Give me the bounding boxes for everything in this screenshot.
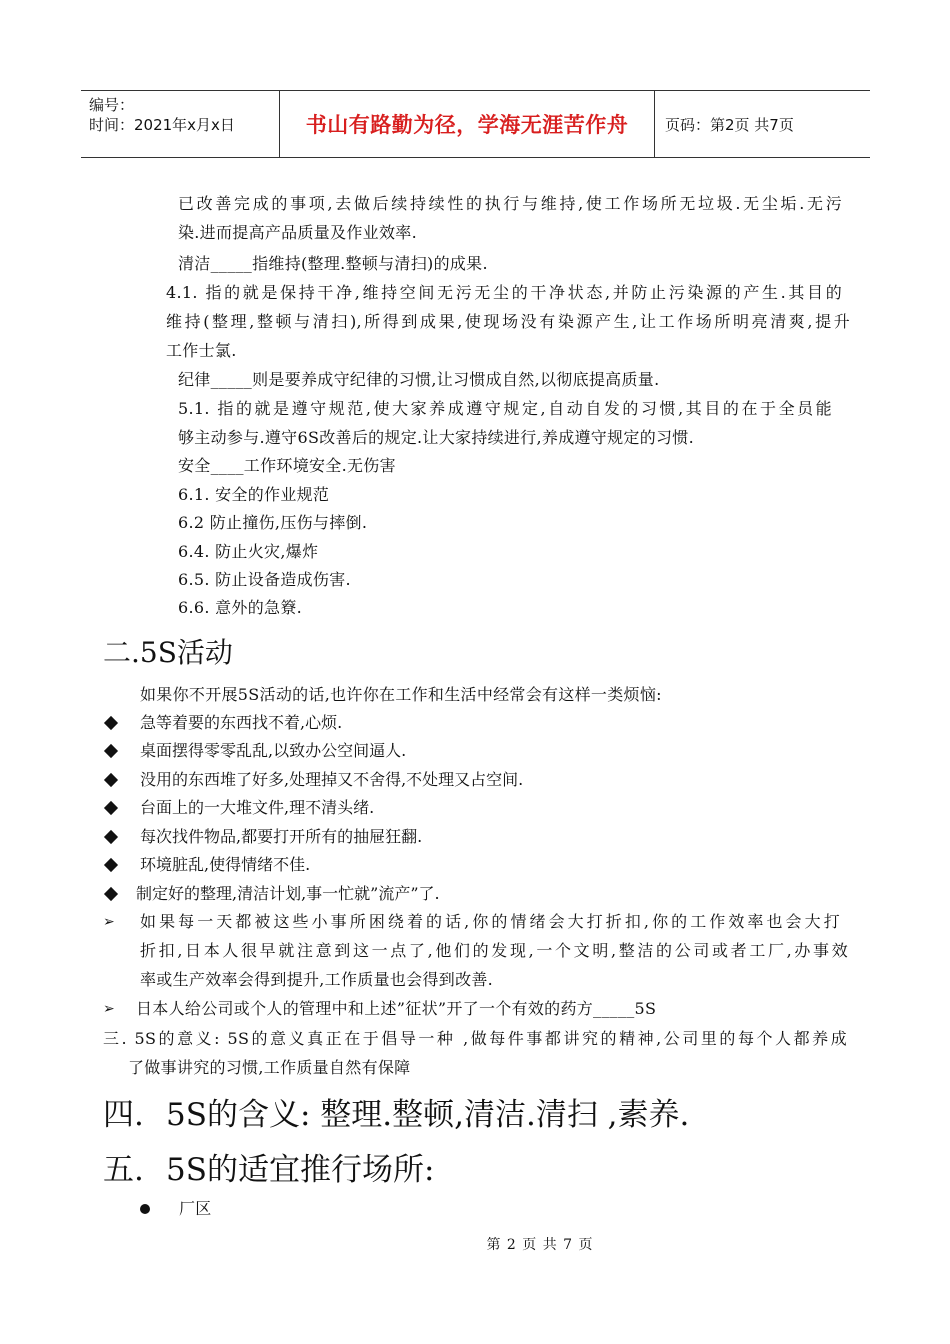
section-intro: 如果你不开展5S活动的话,也许你在工作和生活中经常会有这样一类烦恼: — [140, 685, 662, 704]
safety-item: 6.4. 防止火灾,爆炸 — [178, 542, 319, 561]
list-item: 台面上的一大堆文件,理不清头绪. — [140, 798, 375, 817]
page-footer: 第 2 页 共 7 页 — [486, 1237, 594, 1253]
list-item: 厂区 — [179, 1199, 212, 1218]
section-number: 四. — [103, 1097, 144, 1133]
safety-item: 6.5. 防止设备造成伤害. — [178, 570, 351, 589]
section-heading: 5S的适宜推行场所: — [166, 1152, 435, 1188]
list-item: 环境脏乱,使得情绪不佳. — [140, 855, 311, 874]
safety-item: 6.2 防止撞伤,压伤与摔倒. — [178, 513, 368, 532]
paragraph-line: 4.1. 指的就是保持干净,维持空间无污无尘的干净状态,并防止污染源的产生.其目的 — [166, 283, 842, 302]
header-page-label: 页码：第2页 共7页 — [665, 115, 794, 134]
document-date-label: 时间：2021年x月x日 — [89, 116, 235, 134]
diamond-bullet-icon — [104, 887, 118, 901]
paragraph-line: 染.进而提高产品质量及作业效率. — [178, 223, 417, 242]
diamond-bullet-icon — [104, 830, 118, 844]
safety-item: 6.6. 意外的急簝. — [178, 598, 303, 617]
list-item: 急等着要的东西找不着,心烦. — [140, 713, 343, 732]
diamond-bullet-icon — [104, 716, 118, 730]
section-number: 五. — [103, 1152, 144, 1188]
list-item: 桌面摆得零零乱乱,以致办公空间逼人. — [140, 741, 407, 760]
paragraph-line: 折扣,日本人很早就注意到这一点了,他们的发现,一个文明,整洁的公司或者工厂,办事效 — [140, 941, 848, 960]
arrow-bullet-icon: ➢ — [103, 914, 115, 930]
diamond-bullet-icon — [104, 773, 118, 787]
safety-definition: 安全____工作环境安全.无伤害 — [178, 456, 396, 475]
discipline-definition: 纪律_____则是要养成守纪律的习惯,让习惯成自然,以彻底提高质量. — [178, 370, 660, 389]
paragraph-line: 维持(整理,整顿与清扫),所得到成果,使现场没有染源产生,让工作场所明亮清爽,提升 — [166, 312, 850, 331]
section-three-line: 三. 5S的意义: 5S的意义真正在于倡导一种 ,做每件事都讲究的精神,公司里的每个人都养成 — [103, 1029, 847, 1048]
diamond-bullet-icon — [104, 858, 118, 872]
header-meta-cell — [81, 91, 280, 157]
paragraph-line: 已改善完成的事项,去做后续持续性的执行与维持,使工作场所无垃圾.无尘垢.无污 — [178, 194, 842, 213]
diamond-bullet-icon — [104, 801, 118, 815]
paragraph-line: 工作士氯. — [166, 341, 237, 360]
diamond-bullet-icon — [104, 744, 118, 758]
paragraph-line: 日本人给公司或个人的管理中和上述”征状”开了一个有效的药方_____5S — [136, 999, 657, 1018]
section-heading: 5S的含义: 整理.整顿,清洁.清扫 ,素养. — [166, 1097, 690, 1133]
section-three-line: 了做事讲究的习惯,工作质量自然有保障 — [128, 1058, 411, 1077]
page-header — [81, 90, 870, 158]
section-heading: 二.5S活动 — [103, 636, 233, 669]
paragraph-line: 如果每一天都被这些小事所困绕着的话,你的情绪会大打折扣,你的工作效率也会大打 — [140, 912, 840, 931]
paragraph-line: 够主动参与.遵守6S改善后的规定.让大家持续进行,养成遵守规定的习惯. — [178, 428, 694, 447]
safety-item: 6.1. 安全的作业规范 — [178, 485, 330, 504]
list-item: 每次找件物品,都要打开所有的抽屉狂翻. — [140, 827, 423, 846]
paragraph-line: 5.1. 指的就是遵守规范,使大家养成遵守规定,自动自发的习惯,其目的在于全员能 — [178, 399, 832, 418]
clean-definition: 清洁_____指维持(整理.整顿与清扫)的成果. — [178, 254, 488, 273]
arrow-bullet-icon: ➢ — [103, 1001, 115, 1017]
list-item: 没用的东西堆了好多,处理掉又不舍得,不处理又占空间. — [140, 770, 524, 789]
header-motto: 书山有路勤为径，学海无涯苦作舟 — [280, 91, 655, 157]
list-item: 制定好的整理,清洁计划,事一忙就”流产”了. — [136, 884, 440, 903]
round-bullet-icon — [140, 1204, 150, 1214]
document-number-label: 编号： — [89, 96, 135, 114]
paragraph-line: 率或生产效率会得到提升,工作质量也会得到改善. — [140, 970, 494, 989]
